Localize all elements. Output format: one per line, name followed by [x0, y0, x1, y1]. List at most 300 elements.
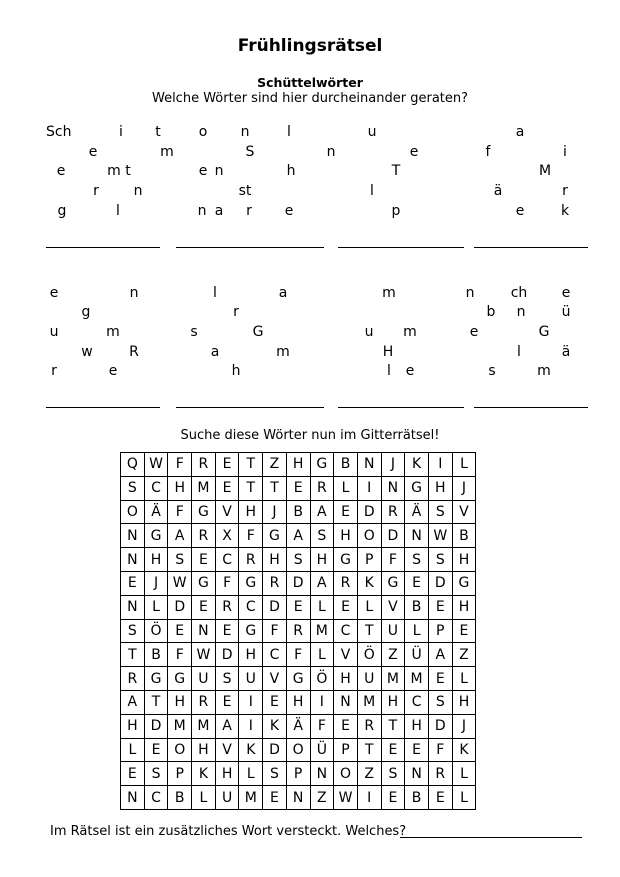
scramble-letter: u: [367, 124, 377, 140]
grid-cell[interactable]: C: [405, 690, 429, 714]
grid-cell[interactable]: E: [405, 738, 429, 762]
grid-cell[interactable]: M: [239, 786, 263, 810]
grid-cell[interactable]: W: [334, 786, 358, 810]
grid-cell[interactable]: Ä: [286, 714, 310, 738]
grid-cell[interactable]: N: [405, 524, 429, 548]
grid-cell[interactable]: K: [192, 762, 216, 786]
grid-row: [121, 667, 476, 691]
grid-cell[interactable]: E: [428, 786, 452, 810]
grid-cell[interactable]: S: [144, 762, 168, 786]
grid-cell[interactable]: I: [357, 786, 381, 810]
grid-cell[interactable]: S: [381, 762, 405, 786]
grid-cell[interactable]: J: [381, 453, 405, 477]
scramble-letter: e: [409, 144, 419, 160]
grid-cell[interactable]: B: [452, 524, 476, 548]
grid-cell[interactable]: Ö: [357, 643, 381, 667]
scramble-letter: h: [286, 163, 296, 179]
scramble-letter: a: [210, 344, 220, 360]
scramble-letter: ch: [510, 285, 528, 301]
grid-cell[interactable]: A: [428, 643, 452, 667]
grid-cell[interactable]: R: [381, 500, 405, 524]
grid-cell[interactable]: Z: [381, 643, 405, 667]
grid-cell[interactable]: R: [192, 453, 216, 477]
scramble-letter: r: [246, 203, 252, 219]
grid-cell[interactable]: L: [452, 453, 476, 477]
grid-cell[interactable]: S: [286, 548, 310, 572]
scramble-letter: T: [391, 163, 401, 179]
grid-cell[interactable]: E: [121, 571, 145, 595]
grid-cell[interactable]: V: [215, 738, 239, 762]
grid-cell[interactable]: I: [310, 690, 334, 714]
grid-cell[interactable]: S: [121, 476, 145, 500]
grid-cell[interactable]: F: [168, 453, 192, 477]
grid-cell[interactable]: C: [263, 643, 287, 667]
grid-cell[interactable]: X: [215, 524, 239, 548]
grid-cell[interactable]: H: [334, 667, 358, 691]
grid-cell[interactable]: O: [357, 524, 381, 548]
scramble-letter: m: [160, 144, 174, 160]
grid-cell[interactable]: C: [334, 619, 358, 643]
grid-cell[interactable]: S: [263, 762, 287, 786]
grid-cell[interactable]: L: [357, 595, 381, 619]
grid-cell[interactable]: H: [452, 690, 476, 714]
grid-cell[interactable]: S: [310, 524, 334, 548]
grid-cell[interactable]: V: [263, 667, 287, 691]
scramble-letter: l: [116, 203, 120, 219]
scramble-letter: a: [214, 203, 224, 219]
grid-cell[interactable]: R: [239, 548, 263, 572]
grid-cell[interactable]: R: [263, 571, 287, 595]
grid-cell[interactable]: W: [144, 453, 168, 477]
grid-cell[interactable]: G: [405, 476, 429, 500]
scramble-letter: f: [485, 144, 491, 160]
grid-cell[interactable]: G: [192, 500, 216, 524]
grid-cell[interactable]: U: [381, 619, 405, 643]
grid-cell[interactable]: F: [286, 643, 310, 667]
grid-cell[interactable]: E: [334, 595, 358, 619]
answer-line[interactable]: [474, 247, 588, 248]
grid-cell[interactable]: E: [215, 453, 239, 477]
grid-cell[interactable]: K: [405, 453, 429, 477]
grid-row: [121, 524, 476, 548]
grid-cell[interactable]: G: [334, 548, 358, 572]
grid-cell[interactable]: R: [310, 476, 334, 500]
grid-cell[interactable]: P: [357, 548, 381, 572]
grid-cell[interactable]: D: [428, 571, 452, 595]
grid-cell[interactable]: M: [381, 667, 405, 691]
answer-line[interactable]: [176, 407, 324, 408]
grid-row: [121, 738, 476, 762]
grid-cell[interactable]: L: [452, 667, 476, 691]
grid-cell[interactable]: T: [263, 476, 287, 500]
grid-cell[interactable]: G: [286, 667, 310, 691]
grid-cell[interactable]: J: [144, 571, 168, 595]
grid-cell[interactable]: E: [192, 548, 216, 572]
grid-cell[interactable]: L: [452, 786, 476, 810]
grid-cell[interactable]: A: [310, 571, 334, 595]
grid-cell[interactable]: R: [357, 714, 381, 738]
scramble-letter: r: [233, 304, 239, 320]
grid-cell[interactable]: U: [357, 667, 381, 691]
grid-cell[interactable]: T: [239, 476, 263, 500]
grid-cell[interactable]: Ü: [310, 738, 334, 762]
grid-cell[interactable]: A: [121, 690, 145, 714]
answer-line[interactable]: [474, 407, 588, 408]
scramble-letter: m: [403, 324, 417, 340]
scramble-letter: e: [405, 363, 415, 379]
grid-cell[interactable]: G: [452, 571, 476, 595]
answer-line[interactable]: [46, 247, 160, 248]
answer-line[interactable]: [338, 247, 464, 248]
grid-cell[interactable]: B: [286, 500, 310, 524]
scramble-letter: l: [287, 124, 291, 140]
grid-cell[interactable]: O: [334, 762, 358, 786]
answer-line[interactable]: [176, 247, 324, 248]
grid-cell[interactable]: N: [357, 453, 381, 477]
grid-cell[interactable]: I: [239, 714, 263, 738]
grid-cell[interactable]: B: [144, 643, 168, 667]
grid-cell[interactable]: F: [215, 571, 239, 595]
scramble-letter: u: [364, 324, 374, 340]
scramble-letter: t: [155, 124, 161, 140]
grid-cell[interactable]: D: [381, 524, 405, 548]
grid-cell[interactable]: C: [144, 476, 168, 500]
grid-cell[interactable]: H: [168, 476, 192, 500]
grid-cell[interactable]: L: [121, 738, 145, 762]
grid-cell[interactable]: E: [381, 738, 405, 762]
grid-row: [121, 714, 476, 738]
grid-cell[interactable]: F: [168, 500, 192, 524]
grid-cell[interactable]: G: [239, 571, 263, 595]
grid-cell[interactable]: S: [428, 690, 452, 714]
grid-cell[interactable]: O: [168, 738, 192, 762]
scramble-letter: r: [562, 183, 568, 199]
grid-cell[interactable]: T: [381, 714, 405, 738]
scramble-letter: n: [326, 144, 336, 160]
grid-cell[interactable]: H: [239, 500, 263, 524]
grid-cell[interactable]: W: [192, 643, 216, 667]
grid-cell[interactable]: G: [144, 524, 168, 548]
grid-cell[interactable]: C: [215, 548, 239, 572]
grid-cell[interactable]: M: [357, 690, 381, 714]
scramble-letter: w: [81, 344, 93, 360]
grid-row: [121, 762, 476, 786]
grid-cell[interactable]: E: [215, 690, 239, 714]
grid-cell[interactable]: G: [144, 667, 168, 691]
grid-cell[interactable]: W: [168, 571, 192, 595]
grid-cell[interactable]: L: [310, 643, 334, 667]
grid-cell[interactable]: M: [168, 714, 192, 738]
grid-cell[interactable]: L: [405, 619, 429, 643]
grid-cell[interactable]: E: [263, 690, 287, 714]
grid-row: [121, 595, 476, 619]
grid-cell[interactable]: T: [144, 690, 168, 714]
grid-cell[interactable]: E: [405, 571, 429, 595]
grid-cell[interactable]: L: [334, 476, 358, 500]
scramble-letter: ü: [561, 304, 571, 320]
grid-cell[interactable]: K: [239, 738, 263, 762]
grid-cell[interactable]: F: [310, 714, 334, 738]
grid-cell[interactable]: N: [286, 786, 310, 810]
grid-cell[interactable]: T: [357, 619, 381, 643]
grid-cell[interactable]: L: [144, 595, 168, 619]
grid-cell[interactable]: H: [405, 714, 429, 738]
grid-cell[interactable]: F: [263, 619, 287, 643]
grid-cell[interactable]: S: [215, 667, 239, 691]
grid-cell[interactable]: D: [428, 714, 452, 738]
scramble-letter: k: [560, 203, 570, 219]
grid-cell[interactable]: G: [168, 667, 192, 691]
grid-cell[interactable]: U: [239, 667, 263, 691]
grid-cell[interactable]: Z: [263, 453, 287, 477]
grid-cell[interactable]: E: [286, 595, 310, 619]
bonus-answer-line[interactable]: [400, 837, 582, 838]
grid-row: [121, 500, 476, 524]
grid-cell[interactable]: P: [168, 762, 192, 786]
scramble-letter: n: [516, 304, 526, 320]
grid-cell[interactable]: H: [381, 690, 405, 714]
grid-row: [121, 476, 476, 500]
grid-row: [121, 786, 476, 810]
scramble-letter: M: [538, 163, 552, 179]
grid-cell[interactable]: J: [452, 476, 476, 500]
grid-cell[interactable]: N: [121, 595, 145, 619]
grid-cell[interactable]: S: [168, 548, 192, 572]
scramble-letter: m: [537, 363, 551, 379]
scramble-letter: R: [129, 344, 139, 360]
scramble-letter: e: [198, 163, 208, 179]
scramble-letter: s: [488, 363, 496, 379]
grid-cell[interactable]: F: [239, 524, 263, 548]
grid-cell[interactable]: T: [239, 453, 263, 477]
grid-cell[interactable]: W: [428, 524, 452, 548]
grid-cell[interactable]: N: [334, 690, 358, 714]
grid-cell[interactable]: E: [334, 500, 358, 524]
grid-row: [121, 690, 476, 714]
scramble-letter: r: [51, 363, 57, 379]
grid-cell[interactable]: S: [121, 619, 145, 643]
scramble-letter: o: [198, 124, 208, 140]
scramble-letter: m: [106, 324, 120, 340]
grid-cell[interactable]: B: [405, 595, 429, 619]
grid-cell[interactable]: G: [239, 619, 263, 643]
grid-cell[interactable]: H: [310, 548, 334, 572]
grid-cell[interactable]: Ä: [405, 500, 429, 524]
grid-cell[interactable]: H: [239, 643, 263, 667]
grid-cell[interactable]: Z: [310, 786, 334, 810]
grid-cell[interactable]: G: [381, 571, 405, 595]
grid-cell[interactable]: L: [239, 762, 263, 786]
grid-cell[interactable]: T: [121, 643, 145, 667]
grid-cell[interactable]: L: [310, 595, 334, 619]
grid-row: [121, 453, 476, 477]
grid-cell[interactable]: P: [334, 738, 358, 762]
grid-cell[interactable]: D: [286, 571, 310, 595]
grid-cell[interactable]: D: [357, 500, 381, 524]
scramble-letter: l: [370, 183, 374, 199]
scramble-letter: s: [190, 324, 198, 340]
grid-cell[interactable]: E: [263, 786, 287, 810]
grid-cell[interactable]: M: [192, 476, 216, 500]
grid-cell[interactable]: I: [239, 690, 263, 714]
grid-cell[interactable]: R: [334, 571, 358, 595]
grid-cell[interactable]: O: [286, 738, 310, 762]
scramble-letter: ä: [561, 344, 571, 360]
grid-cell[interactable]: H: [286, 453, 310, 477]
scramble-letter: i: [563, 144, 567, 160]
grid-cell[interactable]: B: [334, 453, 358, 477]
grid-cell[interactable]: K: [452, 738, 476, 762]
grid-cell[interactable]: G: [310, 453, 334, 477]
grid-cell[interactable]: Ä: [144, 500, 168, 524]
grid-cell[interactable]: A: [286, 524, 310, 548]
grid-cell[interactable]: P: [428, 619, 452, 643]
grid-cell[interactable]: L: [192, 786, 216, 810]
scramble-letter: e: [515, 203, 525, 219]
grid-cell[interactable]: Ö: [310, 667, 334, 691]
scramble-letter: e: [561, 285, 571, 301]
bonus-question: Im Rätsel ist ein zusätzliches Wort versteckt. Welches?: [50, 824, 407, 839]
grid-cell[interactable]: H: [192, 738, 216, 762]
grid-cell[interactable]: H: [144, 548, 168, 572]
grid-cell[interactable]: V: [381, 595, 405, 619]
grid-cell[interactable]: M: [192, 714, 216, 738]
grid-cell[interactable]: D: [168, 595, 192, 619]
search-instruction: Suche diese Wörter nun im Gitterrätsel!: [180, 428, 440, 443]
scramble-letter: n: [197, 203, 207, 219]
grid-cell[interactable]: K: [263, 714, 287, 738]
scramble-letter: i: [119, 124, 123, 140]
grid-cell[interactable]: H: [334, 524, 358, 548]
grid-cell[interactable]: J: [263, 500, 287, 524]
grid-cell[interactable]: E: [192, 595, 216, 619]
grid-cell[interactable]: D: [263, 738, 287, 762]
grid-cell[interactable]: Z: [357, 762, 381, 786]
grid-cell[interactable]: H: [168, 690, 192, 714]
grid-cell[interactable]: Ü: [405, 643, 429, 667]
grid-cell[interactable]: R: [286, 619, 310, 643]
grid-cell[interactable]: R: [428, 762, 452, 786]
grid-cell[interactable]: D: [215, 643, 239, 667]
grid-cell[interactable]: B: [405, 786, 429, 810]
grid-cell[interactable]: E: [452, 619, 476, 643]
grid-cell[interactable]: V: [452, 500, 476, 524]
scramble-letter: a: [515, 124, 525, 140]
grid-cell[interactable]: A: [168, 524, 192, 548]
grid-cell[interactable]: B: [168, 786, 192, 810]
grid-cell[interactable]: A: [215, 714, 239, 738]
grid-cell[interactable]: S: [428, 548, 452, 572]
grid-cell[interactable]: H: [263, 548, 287, 572]
grid-cell[interactable]: V: [215, 500, 239, 524]
grid-cell[interactable]: N: [121, 524, 145, 548]
grid-cell[interactable]: A: [310, 500, 334, 524]
page-title: Frühlingsrätsel: [237, 36, 383, 56]
grid-cell[interactable]: E: [428, 595, 452, 619]
grid-cell[interactable]: S: [428, 500, 452, 524]
grid-cell[interactable]: N: [405, 762, 429, 786]
grid-cell[interactable]: E: [428, 667, 452, 691]
grid-cell[interactable]: H: [452, 595, 476, 619]
scramble-letter: p: [391, 203, 401, 219]
grid-cell[interactable]: E: [144, 738, 168, 762]
grid-cell[interactable]: N: [121, 786, 145, 810]
grid-cell[interactable]: M: [310, 619, 334, 643]
grid-cell[interactable]: E: [215, 619, 239, 643]
scramble-letter: r: [93, 183, 99, 199]
scramble-letter: a: [278, 285, 288, 301]
grid-cell[interactable]: V: [334, 643, 358, 667]
grid-cell[interactable]: E: [168, 619, 192, 643]
grid-cell[interactable]: H: [121, 714, 145, 738]
grid-cell[interactable]: F: [381, 548, 405, 572]
grid-cell[interactable]: P: [286, 762, 310, 786]
grid-cell[interactable]: R: [215, 595, 239, 619]
grid-cell[interactable]: L: [452, 762, 476, 786]
grid-cell[interactable]: C: [239, 595, 263, 619]
grid-cell[interactable]: T: [357, 738, 381, 762]
scramble-letter: n: [129, 285, 139, 301]
grid-cell[interactable]: O: [121, 500, 145, 524]
grid-cell[interactable]: U: [215, 786, 239, 810]
grid-cell[interactable]: E: [334, 714, 358, 738]
scramble-letter: ä: [493, 183, 503, 199]
grid-cell[interactable]: R: [121, 667, 145, 691]
grid-cell[interactable]: Ö: [144, 619, 168, 643]
grid-cell[interactable]: N: [381, 476, 405, 500]
scramble-letter: G: [538, 324, 550, 340]
grid-cell[interactable]: J: [452, 714, 476, 738]
scramble-letter: n: [214, 163, 224, 179]
grid-cell[interactable]: F: [168, 643, 192, 667]
scramble-letter: Sch: [46, 124, 72, 140]
grid-cell[interactable]: K: [357, 571, 381, 595]
grid-cell[interactable]: H: [286, 690, 310, 714]
grid-cell[interactable]: H: [215, 762, 239, 786]
grid-cell[interactable]: H: [428, 476, 452, 500]
grid-cell[interactable]: G: [263, 524, 287, 548]
grid-cell[interactable]: Z: [452, 643, 476, 667]
grid-cell[interactable]: R: [192, 690, 216, 714]
grid-cell[interactable]: D: [144, 714, 168, 738]
grid-cell[interactable]: H: [452, 548, 476, 572]
grid-cell[interactable]: C: [144, 786, 168, 810]
grid-cell[interactable]: D: [263, 595, 287, 619]
grid-cell[interactable]: M: [405, 667, 429, 691]
grid-cell[interactable]: Q: [121, 453, 145, 477]
answer-line[interactable]: [338, 407, 464, 408]
scramble-letter: g: [57, 203, 67, 219]
grid-cell[interactable]: F: [428, 738, 452, 762]
grid-cell[interactable]: E: [121, 762, 145, 786]
answer-line[interactable]: [46, 407, 160, 408]
grid-cell[interactable]: I: [357, 476, 381, 500]
grid-cell[interactable]: E: [215, 476, 239, 500]
scramble-letter: e: [469, 324, 479, 340]
grid-cell[interactable]: S: [405, 548, 429, 572]
grid-cell[interactable]: R: [192, 524, 216, 548]
grid-cell[interactable]: G: [192, 571, 216, 595]
scramble-letter: e: [49, 285, 59, 301]
grid-cell[interactable]: I: [428, 453, 452, 477]
grid-cell[interactable]: N: [310, 762, 334, 786]
grid-cell[interactable]: U: [192, 667, 216, 691]
grid-cell[interactable]: E: [381, 786, 405, 810]
scramble-letter: e: [56, 163, 66, 179]
grid-cell[interactable]: N: [121, 548, 145, 572]
grid-cell[interactable]: N: [192, 619, 216, 643]
grid-cell[interactable]: E: [286, 476, 310, 500]
